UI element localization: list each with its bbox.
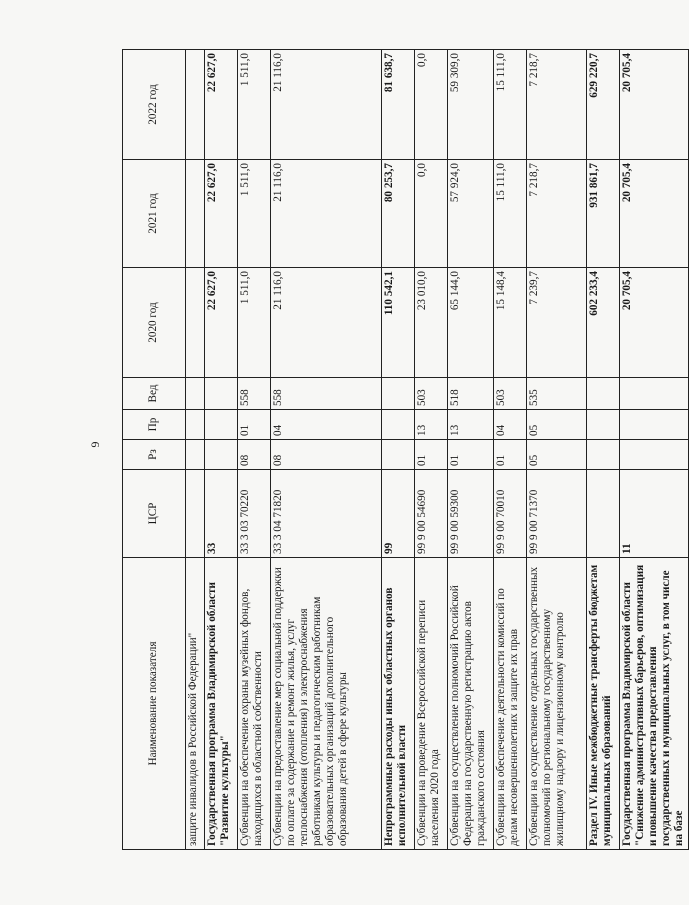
table-row: [620, 50, 689, 850]
header-2022: 2022 год: [123, 50, 186, 160]
cell-ved: [587, 378, 620, 410]
table-row: [415, 50, 448, 850]
cell-name: Субвенции на предоставление мер социальной поддержки по оплате за содержание и ремонт жилья, услуг теплоснабжения (отопления) и электроснабжения работникам культуры и педагогическим работникам образовательных организаций дополнительного образования детей в сфере культуры: [271, 558, 382, 850]
budget-table: [122, 49, 689, 850]
cell-csr: [186, 470, 205, 558]
cell-name: Субвенции на проведение Всероссийской переписи населения 2020 года: [415, 558, 448, 850]
header-csr: ЦСР: [123, 470, 186, 558]
cell-2022: 629 220,7: [587, 50, 620, 160]
cell-pr: 13: [448, 410, 494, 440]
cell-name: Субвенции на обеспечение деятельности комиссий по делам несовершеннолетних и защите их прав: [494, 558, 527, 850]
cell-2020: 20 705,4: [620, 268, 689, 378]
cell-2020: 602 233,4: [587, 268, 620, 378]
table-body: [186, 50, 689, 850]
cell-csr: 33 3 03 70220: [238, 470, 271, 558]
cell-csr: 99 9 00 70010: [494, 470, 527, 558]
cell-ved: [205, 378, 238, 410]
cell-ved: 535: [527, 378, 587, 410]
cell-2020: 15 148,4: [494, 268, 527, 378]
cell-csr: 11: [620, 470, 689, 558]
cell-2022: 21 116,0: [271, 50, 382, 160]
cell-2022: [186, 50, 205, 160]
table-row: [527, 50, 587, 850]
cell-pr: [205, 410, 238, 440]
table-row: [382, 50, 415, 850]
table-row: [271, 50, 382, 850]
cell-2020: 23 010,0: [415, 268, 448, 378]
cell-2021: 0,0: [415, 160, 448, 268]
cell-2020: 1 511,0: [238, 268, 271, 378]
rotated-page-content: [122, 50, 686, 850]
cell-name: Субвенции на осуществление отдельных государственных полномочий по региональному государственному жилищному надзору и лицензионному контролю: [527, 558, 587, 850]
cell-ved: 558: [271, 378, 382, 410]
header-pr: Пр: [123, 410, 186, 440]
cell-csr: 33 3 04 71820: [271, 470, 382, 558]
cell-name: Раздел IV. Иные межбюджетные трансферты бюджетам муниципальных образований: [587, 558, 620, 850]
cell-2020: 110 542,1: [382, 268, 415, 378]
table-row: [448, 50, 494, 850]
cell-rz: [205, 440, 238, 470]
cell-rz: [382, 440, 415, 470]
cell-pr: [186, 410, 205, 440]
cell-2020: 7 239,7: [527, 268, 587, 378]
cell-2022: 20 705,4: [620, 50, 689, 160]
cell-pr: 05: [527, 410, 587, 440]
cell-2022: 0,0: [415, 50, 448, 160]
cell-csr: 99 9 00 59300: [448, 470, 494, 558]
cell-rz: [620, 440, 689, 470]
table-row: [238, 50, 271, 850]
cell-2021: 57 924,0: [448, 160, 494, 268]
cell-ved: 503: [415, 378, 448, 410]
cell-pr: [587, 410, 620, 440]
cell-csr: 99 9 00 54690: [415, 470, 448, 558]
cell-2020: [186, 268, 205, 378]
cell-2021: 20 705,4: [620, 160, 689, 268]
cell-ved: 518: [448, 378, 494, 410]
cell-rz: 05: [527, 440, 587, 470]
cell-csr: 99: [382, 470, 415, 558]
cell-2021: 931 861,7: [587, 160, 620, 268]
cell-2021: [186, 160, 205, 268]
header-row: [123, 50, 186, 850]
cell-2021: 1 511,0: [238, 160, 271, 268]
page-number: 6: [88, 441, 103, 448]
cell-rz: 08: [238, 440, 271, 470]
cell-rz: [587, 440, 620, 470]
cell-rz: 08: [271, 440, 382, 470]
cell-2021: 15 111,0: [494, 160, 527, 268]
cell-csr: [587, 470, 620, 558]
table-row: [494, 50, 527, 850]
cell-2020: 22 627,0: [205, 268, 238, 378]
header-rz: Рз: [123, 440, 186, 470]
table-row: [186, 50, 205, 850]
cell-name: Субвенции на осуществление полномочий Российской Федерации на государственную регистрацию актов гражданского состояния: [448, 558, 494, 850]
cell-pr: 01: [238, 410, 271, 440]
cell-2022: 1 511,0: [238, 50, 271, 160]
cell-2021: 7 218,7: [527, 160, 587, 268]
cell-csr: 33: [205, 470, 238, 558]
cell-name: защите инвалидов в Российской Федерации": [186, 558, 205, 850]
cell-rz: [186, 440, 205, 470]
cell-2021: 80 253,7: [382, 160, 415, 268]
header-ved: Вед: [123, 378, 186, 410]
cell-name: Субвенции на обеспечение охраны музейных фондов, находящихся в областной собственности: [238, 558, 271, 850]
header-2021: 2021 год: [123, 160, 186, 268]
cell-rz: 01: [448, 440, 494, 470]
cell-2022: 15 111,0: [494, 50, 527, 160]
cell-name: Государственная программа Владимирской области "Развитие культуры": [205, 558, 238, 850]
cell-2022: 59 309,0: [448, 50, 494, 160]
cell-2021: 21 116,0: [271, 160, 382, 268]
cell-pr: [620, 410, 689, 440]
cell-name: Непрограммные расходы иных областных органов исполнительной власти: [382, 558, 415, 850]
cell-rz: 01: [415, 440, 448, 470]
header-name: Наименование показателя: [123, 558, 186, 850]
table-row: [205, 50, 238, 850]
header-2020: 2020 год: [123, 268, 186, 378]
cell-2022: 81 638,7: [382, 50, 415, 160]
cell-2021: 22 627,0: [205, 160, 238, 268]
cell-ved: 503: [494, 378, 527, 410]
cell-2020: 21 116,0: [271, 268, 382, 378]
cell-ved: [382, 378, 415, 410]
cell-csr: 99 9 00 71370: [527, 470, 587, 558]
cell-pr: 04: [271, 410, 382, 440]
cell-2022: 22 627,0: [205, 50, 238, 160]
cell-name: Государственная программа Владимирской области "Снижение административных барьеров, оптимизация и повышение качества предоставления государственных и муниципальных услуг, в том числе на базе: [620, 558, 689, 850]
cell-ved: [186, 378, 205, 410]
cell-ved: [620, 378, 689, 410]
cell-ved: 558: [238, 378, 271, 410]
cell-pr: 04: [494, 410, 527, 440]
table-row: [587, 50, 620, 850]
cell-pr: [382, 410, 415, 440]
cell-2022: 7 218,7: [527, 50, 587, 160]
cell-rz: 01: [494, 440, 527, 470]
cell-pr: 13: [415, 410, 448, 440]
cell-2020: 65 144,0: [448, 268, 494, 378]
